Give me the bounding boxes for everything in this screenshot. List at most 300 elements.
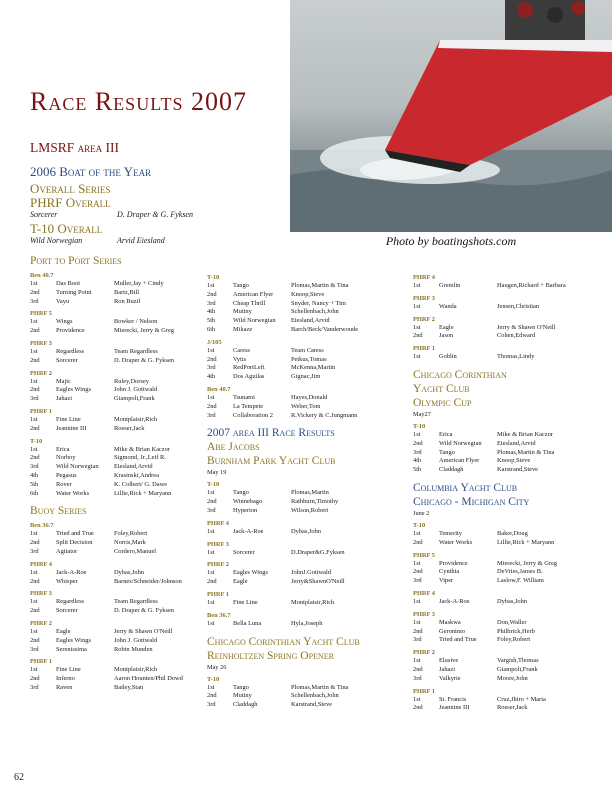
result-place: 2nd bbox=[30, 327, 40, 335]
result-owner: Baker,Doug bbox=[497, 529, 528, 537]
result-row bbox=[413, 457, 609, 466]
class-heading: PHRF 2 bbox=[413, 649, 435, 657]
result-row bbox=[207, 701, 405, 710]
result-boat: Jahazi bbox=[439, 665, 455, 673]
result-owner: Lillie,Rick + Maryann bbox=[114, 489, 172, 497]
result-row bbox=[207, 282, 405, 291]
result-row bbox=[30, 425, 200, 434]
result-place: 4th bbox=[413, 457, 422, 465]
result-owner: Dybas,John bbox=[497, 597, 527, 605]
result-place: 1st bbox=[413, 597, 421, 605]
result-boat: Providence bbox=[56, 327, 85, 335]
result-boat: Pegasus bbox=[56, 471, 77, 479]
result-place: 1st bbox=[413, 529, 421, 537]
result-boat: Vayu bbox=[56, 297, 70, 305]
result-boat: Split Decision bbox=[56, 539, 93, 547]
result-boat: Jack-A-Roe bbox=[233, 527, 264, 535]
phrf-winner-owner: D. Draper & G. Fyksen bbox=[117, 210, 193, 219]
result-boat: Jeannine III bbox=[56, 424, 87, 432]
result-owner: Muller,Jay + Cindy bbox=[114, 280, 164, 287]
result-owner: D. Draper & G. Fyksen bbox=[114, 607, 174, 615]
result-owner: Lillie,Rick + Maryann bbox=[497, 538, 555, 546]
result-boat: Tango bbox=[439, 448, 455, 456]
result-boat: Valkyrie bbox=[439, 674, 461, 682]
result-row bbox=[30, 298, 200, 307]
result-boat: Eagles Wings bbox=[233, 569, 268, 577]
result-row bbox=[207, 489, 405, 498]
result-place: 1st bbox=[207, 393, 215, 401]
result-owner: Sigmond, Jr.,Leif R. bbox=[114, 454, 166, 462]
result-place: 1st bbox=[30, 415, 38, 423]
class-heading: PHRF 4 bbox=[30, 560, 52, 568]
phrf-winner-boat: Sorcerer bbox=[30, 210, 58, 219]
class-heading: PHRF 3 bbox=[30, 339, 52, 347]
result-owner: Haugen,Richard + Barbara bbox=[497, 282, 566, 289]
result-owner: Plomas,Martin & Tina bbox=[291, 683, 349, 691]
result-row bbox=[413, 657, 609, 666]
result-boat: Erica bbox=[56, 445, 70, 453]
result-row bbox=[413, 282, 609, 291]
result-row bbox=[30, 327, 200, 336]
result-boat: Temerity bbox=[439, 529, 462, 537]
result-boat: Cynthia bbox=[439, 568, 460, 576]
phrf-overall-heading: PHRF Overall bbox=[30, 195, 111, 210]
result-boat: American Flyer bbox=[439, 457, 480, 465]
result-owner: Giampoli,Frank bbox=[114, 395, 155, 403]
result-owner: Karstrand,Steve bbox=[497, 466, 538, 474]
result-row bbox=[413, 539, 609, 548]
result-owner: Giampoli,Frank bbox=[497, 665, 538, 673]
result-boat: Jason bbox=[439, 332, 454, 340]
race-date: May 19 bbox=[207, 469, 227, 477]
result-owner: Weber,Tom bbox=[291, 402, 321, 410]
result-owner: Team Caress bbox=[291, 346, 324, 354]
result-place: 3rd bbox=[30, 645, 39, 653]
race-date: May27 bbox=[413, 410, 431, 418]
result-place: 1st bbox=[30, 377, 38, 385]
result-place: 3rd bbox=[413, 636, 422, 644]
section-heading: Chicago Corinthian bbox=[413, 368, 507, 381]
result-owner: Mike & Brian Kaczor bbox=[497, 430, 553, 438]
result-row bbox=[30, 684, 200, 693]
result-owner: Vargish,Thomas bbox=[497, 657, 539, 665]
overall-series-heading: Overall Series bbox=[30, 181, 111, 196]
class-heading: PHRF 3 bbox=[30, 590, 52, 598]
result-owner: Philbrick,Herb bbox=[497, 627, 535, 635]
result-owner: Montplaisir,Rich bbox=[114, 415, 158, 423]
result-row bbox=[30, 569, 200, 578]
result-place: 1st bbox=[413, 430, 421, 438]
result-row bbox=[207, 620, 405, 629]
result-owner: Mierecki, Jerry & Greg bbox=[497, 559, 557, 567]
result-boat: Wild Norwegian bbox=[233, 317, 276, 325]
result-boat: Mutiny bbox=[233, 308, 252, 316]
class-heading: PHRF 2 bbox=[207, 561, 229, 569]
class-heading: T-10 bbox=[30, 437, 43, 445]
results-column-1 bbox=[30, 254, 200, 693]
result-owner: Wilson,Robert bbox=[291, 506, 329, 514]
result-place: 3rd bbox=[30, 463, 39, 471]
result-place: 2nd bbox=[413, 627, 423, 635]
result-boat: Wild Norwegian bbox=[439, 439, 482, 447]
result-row bbox=[413, 636, 609, 645]
result-row bbox=[30, 463, 200, 472]
result-place: 2nd bbox=[207, 692, 217, 700]
result-owner: Jerry & Shawn O'Neill bbox=[114, 627, 173, 635]
result-row bbox=[413, 560, 609, 569]
result-owner: Aaron Hounten/Phil Dowd bbox=[114, 675, 183, 683]
result-owner: Ron Buzil bbox=[114, 297, 141, 305]
result-place: 3rd bbox=[30, 297, 39, 305]
result-place: 1st bbox=[30, 666, 38, 674]
class-heading: PHRF 2 bbox=[30, 619, 52, 627]
phrf-winner-row bbox=[30, 210, 193, 219]
result-owner: Cruz,Jhiro + Maria bbox=[497, 695, 546, 703]
result-owner: Knoop,Steve bbox=[291, 290, 325, 298]
result-place: 3rd bbox=[30, 683, 39, 691]
result-boat: Tsunami bbox=[233, 393, 255, 401]
result-owner: Barch/Beck/Vanderwoude bbox=[291, 325, 359, 333]
result-row bbox=[30, 318, 200, 327]
result-row bbox=[30, 454, 200, 463]
result-owner: Krasinski,Andrea bbox=[114, 471, 159, 479]
result-row bbox=[413, 598, 609, 607]
result-row bbox=[30, 481, 200, 490]
result-place: 1st bbox=[30, 347, 38, 355]
result-row bbox=[207, 549, 405, 558]
result-row bbox=[30, 386, 200, 395]
result-owner: Dybas,John bbox=[114, 568, 144, 576]
result-boat: Tango bbox=[233, 683, 249, 691]
result-row bbox=[207, 326, 405, 335]
result-place: 3rd bbox=[30, 395, 39, 403]
result-row bbox=[30, 446, 200, 455]
class-heading: Ben 40.7 bbox=[30, 272, 54, 279]
result-boat: Jack-A-Roe bbox=[56, 568, 87, 576]
result-place: 3rd bbox=[207, 299, 216, 307]
result-row bbox=[207, 291, 405, 300]
class-heading: J/105 bbox=[207, 338, 222, 346]
result-place: 1st bbox=[30, 627, 38, 635]
result-boat: St. Francis bbox=[439, 695, 467, 703]
result-boat: La Tempete bbox=[233, 402, 264, 410]
result-owner: Dybas,John bbox=[291, 527, 321, 535]
result-row bbox=[30, 675, 200, 684]
section-heading: Columbia Yacht Club bbox=[413, 481, 518, 494]
result-owner: Rathburn,Timothy bbox=[291, 498, 339, 506]
result-owner: Team Regardless bbox=[114, 598, 158, 606]
result-boat: Das Boot bbox=[56, 280, 80, 287]
result-boat: Collaboration 2 bbox=[233, 411, 273, 419]
result-boat: Caress bbox=[233, 346, 251, 354]
class-heading: PHRF 3 bbox=[413, 610, 435, 618]
result-row bbox=[413, 324, 609, 333]
result-row bbox=[30, 395, 200, 404]
result-boat: Wild Norwegian bbox=[56, 463, 99, 471]
result-owner: Knoop,Steve bbox=[497, 457, 531, 465]
result-owner: Schellenbach,John bbox=[291, 692, 339, 700]
result-boat: Whisper bbox=[56, 577, 78, 585]
t10-winner-boat: Wild Norwegian bbox=[30, 236, 83, 245]
result-row bbox=[413, 568, 609, 577]
result-place: 2nd bbox=[413, 665, 423, 673]
result-row bbox=[207, 300, 405, 309]
result-boat: Eagle bbox=[439, 323, 454, 331]
result-owner: Hyla,Joseph bbox=[291, 619, 323, 627]
result-boat: Sorcerer bbox=[56, 356, 78, 364]
result-boat: Eagle bbox=[233, 578, 248, 586]
result-row bbox=[30, 548, 200, 557]
result-boat: Gremlin bbox=[439, 282, 461, 289]
result-place: 6th bbox=[30, 489, 39, 497]
result-boat: Dos Aguilas bbox=[233, 373, 265, 381]
result-place: 2nd bbox=[413, 439, 423, 447]
result-owner: Jerry&ShawnO'Neill bbox=[291, 578, 345, 586]
class-heading: Ben 36.7 bbox=[30, 522, 54, 530]
section-heading: Abe Jacobs bbox=[207, 441, 260, 454]
result-boat: Regardless bbox=[56, 347, 85, 355]
class-heading: PHRF 3 bbox=[207, 540, 229, 548]
class-heading: T-10 bbox=[413, 422, 426, 430]
result-boat: Maskwa bbox=[439, 618, 461, 626]
result-row bbox=[30, 628, 200, 637]
result-place: 1st bbox=[413, 302, 421, 310]
result-boat: Sorcerer bbox=[56, 607, 78, 615]
result-owner: R.Vickery & C.Jungmann bbox=[291, 411, 358, 419]
result-boat: Tango bbox=[233, 282, 249, 289]
result-owner: Robin Munden bbox=[114, 645, 153, 653]
result-owner: Schellenbach,John bbox=[291, 308, 339, 316]
result-place: 2nd bbox=[30, 454, 40, 462]
result-boat: Hyperion bbox=[233, 506, 258, 514]
result-place: 2nd bbox=[413, 332, 423, 340]
result-boat: Rover bbox=[56, 480, 72, 488]
result-row bbox=[30, 416, 200, 425]
result-place: 1st bbox=[413, 618, 421, 626]
section-heading: Yacht Club bbox=[413, 382, 470, 395]
result-boat: Jack-A-Roe bbox=[439, 597, 470, 605]
result-owner: Montplaisir,Rich bbox=[291, 598, 335, 606]
result-row bbox=[30, 607, 200, 616]
result-place: 1st bbox=[413, 695, 421, 703]
result-owner: JohnJ.Gottwald bbox=[291, 569, 331, 577]
result-row bbox=[207, 317, 405, 326]
result-owner: Ruley,Dorsey bbox=[114, 377, 149, 385]
section-heading: Chicago Corinthian Yacht Club bbox=[207, 635, 360, 648]
result-owner: Laslow,F. William bbox=[497, 577, 544, 585]
result-place: 1st bbox=[413, 657, 421, 665]
result-owner: Snyder, Nancy + Tim bbox=[291, 299, 346, 307]
result-place: 1st bbox=[30, 318, 38, 326]
class-heading: PHRF 4 bbox=[413, 274, 435, 281]
t10-overall-heading: T-10 Overall bbox=[30, 221, 103, 236]
result-owner: Team Regardless bbox=[114, 347, 158, 355]
result-place: 2nd bbox=[207, 402, 217, 410]
result-boat: Majic bbox=[56, 377, 71, 385]
sailboat-photo bbox=[290, 0, 612, 232]
result-place: 1st bbox=[207, 489, 215, 497]
result-row bbox=[207, 308, 405, 317]
result-boat: Turning Point bbox=[56, 288, 92, 296]
result-row bbox=[207, 403, 405, 412]
result-row bbox=[207, 692, 405, 701]
result-place: 2nd bbox=[30, 636, 40, 644]
result-boat: Jahazi bbox=[56, 395, 72, 403]
result-row bbox=[30, 378, 200, 387]
result-row bbox=[413, 628, 609, 637]
result-row bbox=[207, 498, 405, 507]
result-place: 1st bbox=[413, 559, 421, 567]
result-boat: Norboy bbox=[56, 454, 76, 462]
result-owner: Petkus,Tomas bbox=[291, 355, 327, 363]
result-place: 2nd bbox=[413, 538, 423, 546]
class-heading: PHRF 4 bbox=[207, 519, 229, 527]
result-owner: Foley,Robert bbox=[497, 636, 531, 644]
result-row bbox=[207, 373, 405, 382]
result-place: 1st bbox=[207, 346, 215, 354]
result-owner: Eiesland,Arvid bbox=[291, 317, 330, 325]
result-place: 1st bbox=[30, 568, 38, 576]
result-place: 5th bbox=[30, 480, 39, 488]
result-row bbox=[30, 637, 200, 646]
result-place: 1st bbox=[207, 619, 215, 627]
result-row bbox=[413, 696, 609, 705]
result-owner: Bowker / Nelson bbox=[114, 318, 158, 326]
class-heading: Ben 36.7 bbox=[207, 611, 231, 619]
result-owner: Plomas,Martin bbox=[291, 489, 329, 497]
result-boat: Tango bbox=[233, 489, 249, 497]
result-owner: Montplaisir,Rich bbox=[114, 666, 158, 674]
result-owner: Roeser,Jack bbox=[114, 424, 145, 432]
result-place: 1st bbox=[207, 598, 215, 606]
boty-heading: 2006 Boat of the Year bbox=[30, 164, 152, 179]
result-row bbox=[413, 440, 609, 449]
class-heading: T-10 bbox=[413, 521, 426, 529]
result-owner: Roeser,Jack bbox=[497, 704, 528, 712]
result-place: 1st bbox=[413, 323, 421, 331]
result-owner: Cordero,Manuel bbox=[114, 547, 157, 555]
result-place: 2nd bbox=[30, 607, 40, 615]
result-owner: Gignac,Jim bbox=[291, 373, 321, 381]
photo-credit: Photo by boatingshots.com bbox=[385, 234, 517, 248]
area-heading: LMSRF area III bbox=[30, 140, 120, 155]
section-heading: Buoy Series bbox=[30, 505, 87, 518]
result-row bbox=[207, 599, 405, 608]
result-boat: Claddagh bbox=[233, 701, 258, 709]
result-place: 3rd bbox=[413, 674, 422, 682]
result-row bbox=[207, 412, 405, 421]
result-place: 2nd bbox=[30, 288, 40, 296]
class-heading: PHRF 2 bbox=[413, 315, 435, 323]
result-place: 1st bbox=[413, 282, 421, 289]
t10-winner-row bbox=[30, 236, 165, 245]
result-row bbox=[207, 356, 405, 365]
result-place: 2nd bbox=[207, 355, 217, 363]
result-place: 1st bbox=[30, 445, 38, 453]
result-place: 5th bbox=[207, 317, 216, 325]
class-heading: PHRF 4 bbox=[413, 589, 435, 597]
result-row bbox=[30, 598, 200, 607]
result-place: 3rd bbox=[207, 364, 216, 372]
result-boat: Agitator bbox=[56, 547, 78, 555]
result-owner: Norris,Mark bbox=[114, 539, 146, 547]
result-place: 3rd bbox=[207, 701, 216, 709]
result-boat: Tried and True bbox=[439, 636, 477, 644]
result-row bbox=[30, 289, 200, 298]
result-place: 3rd bbox=[207, 506, 216, 514]
result-boat: Tried and True bbox=[56, 530, 94, 538]
section-heading: Reinholtzen Spring Opener bbox=[207, 649, 334, 662]
result-row bbox=[207, 364, 405, 373]
result-owner: Barnes/Schneider/Johnson bbox=[114, 577, 182, 585]
result-boat: Vytis bbox=[233, 355, 247, 363]
result-boat: Fine Line bbox=[56, 415, 81, 423]
class-heading: PHRF 1 bbox=[30, 658, 52, 666]
result-boat: Elusive bbox=[439, 657, 459, 665]
result-row bbox=[30, 539, 200, 548]
result-boat: Mikaze bbox=[233, 325, 253, 333]
result-row bbox=[207, 684, 405, 693]
result-place: 1st bbox=[207, 569, 215, 577]
class-heading: Ben 40.7 bbox=[207, 385, 231, 393]
result-place: 1st bbox=[30, 598, 38, 606]
result-boat: Mutiny bbox=[233, 692, 252, 700]
result-owner: Mike & Brian Kaczor bbox=[114, 445, 170, 453]
result-place: 2nd bbox=[413, 568, 423, 576]
result-place: 2nd bbox=[30, 424, 40, 432]
result-boat: Providence bbox=[439, 559, 468, 567]
class-heading: PHRF 1 bbox=[413, 687, 435, 695]
result-row bbox=[413, 530, 609, 539]
result-boat: Raven bbox=[56, 683, 73, 691]
result-boat: Claddagh bbox=[439, 466, 464, 474]
result-place: 3rd bbox=[207, 411, 216, 419]
result-owner: D. Draper & G. Fyksen bbox=[114, 356, 174, 364]
result-boat: Fine Line bbox=[56, 666, 81, 674]
class-heading: PHRF 1 bbox=[413, 345, 435, 353]
result-boat: Sorcerer bbox=[233, 548, 255, 556]
result-boat: Eagle bbox=[56, 627, 71, 635]
result-row bbox=[413, 332, 609, 341]
result-owner: Jerry & Shawn O'Neill bbox=[497, 323, 556, 331]
result-place: 1st bbox=[30, 530, 38, 538]
result-place: 2nd bbox=[30, 577, 40, 585]
result-row bbox=[207, 394, 405, 403]
result-boat: Wanda bbox=[439, 302, 457, 310]
result-place: 2nd bbox=[207, 578, 217, 586]
result-boat: Cheap Thrill bbox=[233, 299, 266, 307]
section-heading: Port to Port Series bbox=[30, 255, 122, 267]
result-owner: Cohen,Edward bbox=[497, 332, 536, 340]
result-owner: Foley,Robert bbox=[114, 530, 148, 538]
class-heading: PHRF 1 bbox=[207, 590, 229, 598]
race-date: June 2 bbox=[413, 509, 430, 517]
result-row bbox=[207, 578, 405, 587]
result-owner: John J. Gottwald bbox=[114, 636, 158, 644]
result-owner: Hayes,Donald bbox=[291, 393, 328, 401]
result-place: 2nd bbox=[413, 704, 423, 712]
result-row bbox=[30, 280, 200, 289]
class-heading: PHRF 1 bbox=[30, 407, 52, 415]
result-place: 2nd bbox=[30, 675, 40, 683]
result-boat: Serenissima bbox=[56, 645, 87, 653]
results-column-3 bbox=[413, 270, 609, 713]
result-place: 4th bbox=[207, 308, 216, 316]
t10-winner-owner: Arvid Eiesland bbox=[117, 236, 165, 245]
section-heading: Olympic Cup bbox=[413, 396, 472, 409]
result-owner: Eiesland,Arvid bbox=[114, 463, 153, 471]
class-heading: PHRF 3 bbox=[413, 294, 435, 302]
